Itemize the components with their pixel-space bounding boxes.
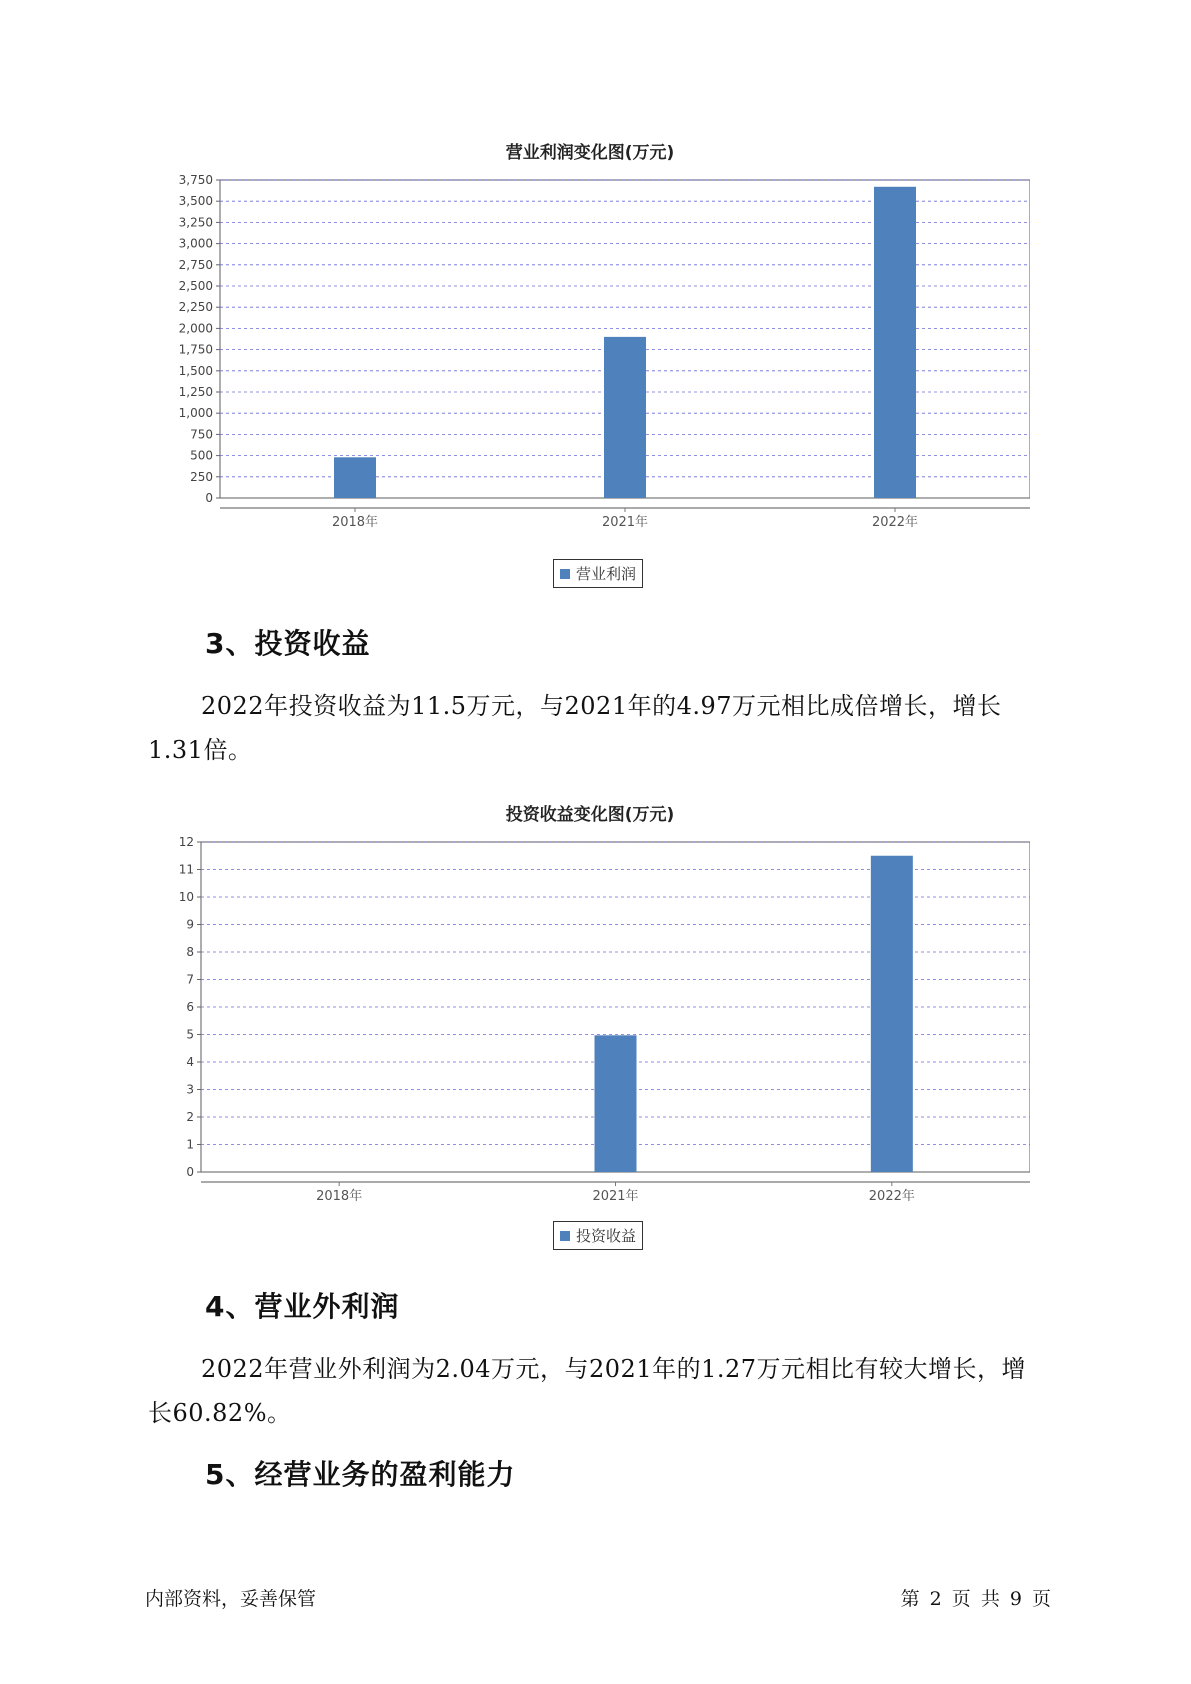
footer-page-number: 第 2 页 共 9 页: [900, 1588, 1051, 1610]
y-tick-label: 10: [178, 890, 194, 904]
footer-confidential-note: 内部资料，妥善保管: [145, 1588, 317, 1610]
y-tick-label: 4: [186, 1055, 194, 1069]
y-tick-label: 1: [186, 1137, 194, 1152]
x-tick-label: 2018年: [331, 515, 379, 530]
y-tick-label: 3,000: [178, 236, 213, 251]
y-tick-label: 9: [186, 917, 194, 932]
y-tick-label: 250: [190, 469, 213, 484]
bar: [595, 1035, 637, 1172]
section-heading-investment-income: 3、投资收益: [205, 627, 371, 660]
legend-swatch: [560, 1231, 570, 1241]
y-tick-label: 500: [190, 448, 213, 463]
chart-title: 投资收益变化图(万元): [505, 805, 675, 825]
x-tick-label: 2022年: [871, 515, 919, 530]
y-tick-label: 7: [186, 972, 194, 987]
y-tick-label: 2: [186, 1110, 194, 1124]
y-tick-label: 3,250: [178, 215, 213, 230]
y-tick-label: 8: [186, 945, 194, 959]
y-tick-label: 5: [186, 1027, 194, 1042]
y-tick-label: 3,500: [178, 194, 213, 209]
y-tick-label: 1,250: [178, 385, 213, 399]
bar: [871, 856, 913, 1172]
chart-legend: [553, 1221, 643, 1250]
section-heading-non-operating-profit: 4、营业外利润: [205, 1290, 400, 1323]
operating-profit-chart: [150, 138, 1030, 163]
y-tick-label: 12: [178, 835, 194, 849]
legend-swatch: [560, 569, 570, 579]
y-tick-label: 2,250: [178, 300, 213, 315]
x-tick-label: 2018年: [316, 1189, 363, 1204]
y-tick-label: 11: [178, 862, 194, 877]
y-tick-label: 2,500: [178, 279, 213, 293]
y-tick-label: 2,750: [178, 257, 213, 272]
paragraph-non-operating-profit: 2022年营业外利润为2.04万元，与2021年的1.27万元相比有较大增长，增长60.82%。: [148, 1355, 1027, 1427]
investment-income-chart: [150, 800, 1030, 825]
y-tick-label: 0: [205, 491, 213, 505]
chart-title: 营业利润变化图(万元): [505, 143, 675, 163]
paragraph-investment-income: 2022年投资收益为11.5万元，与2021年的4.97万元相比成倍增长，增长1.31倍。: [148, 692, 1002, 764]
x-tick-label: 2022年: [868, 1189, 915, 1204]
y-tick-label: 750: [190, 427, 213, 442]
y-tick-label: 2,000: [178, 321, 213, 336]
legend-label: 投资收益: [576, 1227, 637, 1245]
section-heading-profitability: 5、经营业务的盈利能力: [205, 1458, 516, 1491]
x-tick-label: 2021年: [601, 515, 649, 530]
y-tick-label: 0: [186, 1165, 194, 1179]
y-tick-label: 1,500: [178, 363, 213, 378]
bar: [334, 457, 376, 498]
y-tick-label: 1,000: [178, 406, 213, 421]
chart-legend: [553, 559, 643, 588]
y-tick-label: 6: [186, 1000, 194, 1014]
x-tick-label: 2021年: [592, 1189, 639, 1204]
y-tick-label: 1,750: [178, 342, 213, 357]
bar: [604, 337, 646, 498]
y-tick-label: 3,750: [178, 173, 213, 187]
investment-income-chart-plot: [150, 832, 1030, 1212]
bar: [874, 187, 916, 498]
y-tick-label: 3: [186, 1082, 194, 1097]
operating-profit-chart-plot: [150, 170, 1030, 550]
legend-label: 营业利润: [576, 565, 637, 583]
